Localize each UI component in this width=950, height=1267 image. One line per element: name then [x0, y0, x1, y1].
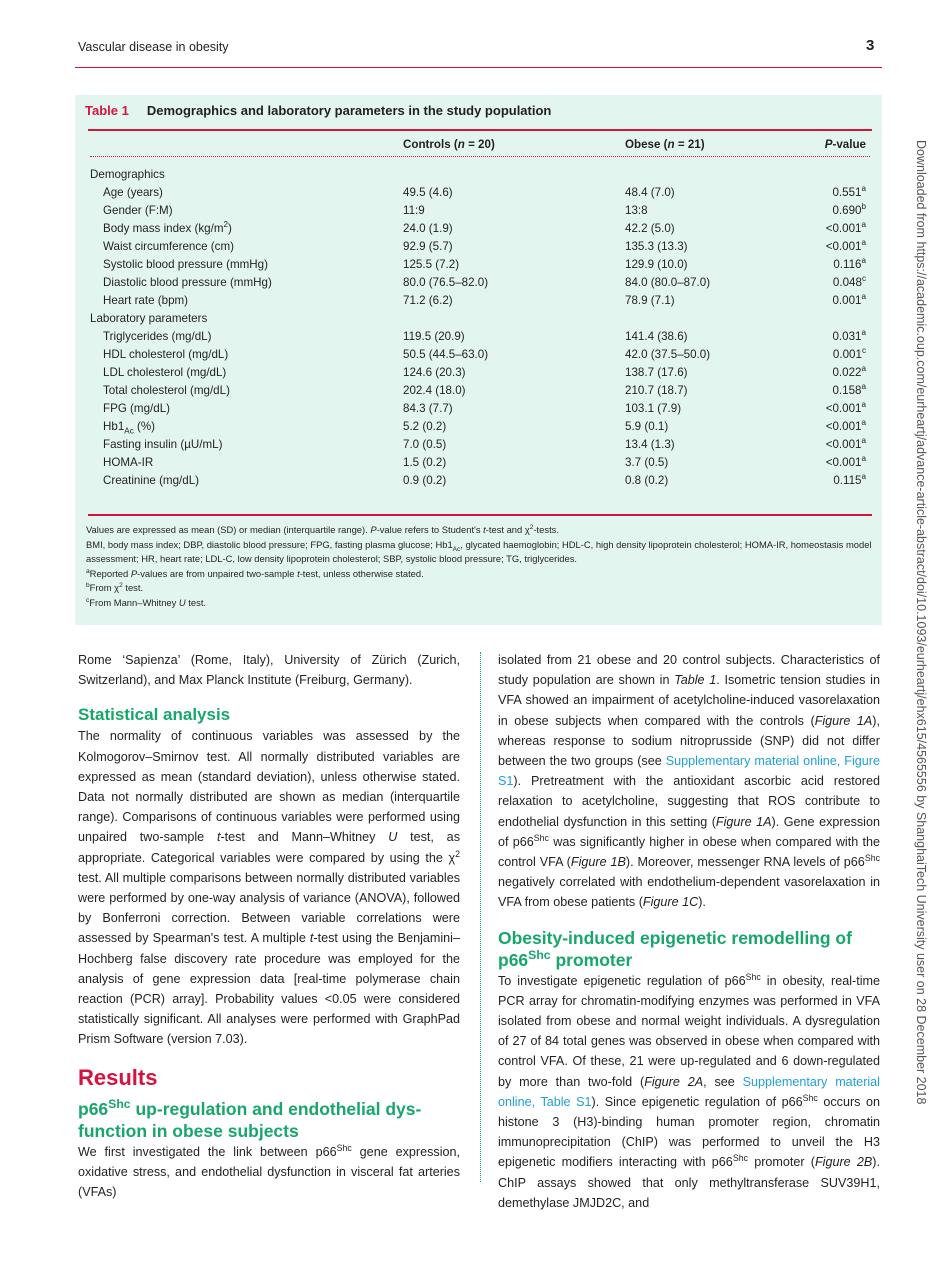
formatted-text: Shc [802, 1092, 818, 1103]
table-cell: 11:9 [403, 204, 425, 217]
formatted-text: Shc [336, 1142, 352, 1153]
table-cell: LDL cholesterol (mg/dL) [103, 366, 227, 379]
table-cell: 129.9 (10.0) [625, 258, 688, 271]
table-cell: <0.001$^a$ [825, 220, 866, 235]
table-label: Table 1 [85, 103, 129, 118]
paragraph: The normality of continuous variables was assessed by the Kolmogorov–Smirnov test. All normally distributed variables are expressed as mean (standard deviation), unless otherwise stated. Data not normally distributed are shown as median (interquartile range). Comparisons of continuous variables were performed using unpaired two-sample t-test and Mann–Whitney U test, as appropriate. Categorical variables were compared by using the $\chi^2$ test. All multiple comparisons between normally distributed variables were performed by one-way analysis of variance (ANOVA), followed by Bonferroni correction. Between variable correlations were assessed by Spearman's test. A multiple t-test using the Benjamini–Hochberg false discovery rate procedure was employed for the analysis of gene expression data [real-time polymerase chain reaction (PCR) array]. Probability values <0.05 were considered statistically significant. All analyses were performed with GraphPad Prism Software (version 7.03). [78, 729, 460, 1047]
formatted-text: Shc [745, 971, 761, 982]
section-heading-results: Results [78, 1064, 158, 1090]
formatted-text: Figure 1A [814, 713, 873, 728]
formatted-text: Figure 1A [715, 814, 772, 829]
table-caption [85, 103, 551, 118]
formatted-text: 2 [223, 220, 229, 230]
table-cell: Waist circumference (cm) [103, 240, 234, 253]
formatted-text: 2 [119, 582, 123, 590]
table-cell: Body mass index $(kg/m^2)$ [103, 220, 232, 235]
table-title: Demographics and laboratory parameters in the study population [146, 103, 552, 118]
table-cell: 71.2 (6.2) [403, 294, 453, 307]
table-cell: 0.115$^a$ [833, 472, 866, 487]
footnote: $^b$From $\chi^2$ test. [86, 582, 144, 594]
formatted-text: c [861, 346, 866, 356]
table-cell: 0.116$^a$ [833, 256, 866, 271]
formatted-text: 2 [455, 848, 460, 859]
formatted-text: a [861, 472, 866, 482]
table-cell: 0.690$^b$ [832, 202, 866, 217]
table-cell: 84.0 (80.0–87.0) [625, 276, 711, 289]
cross-reference-link[interactable]: Table S1 [540, 1094, 592, 1109]
formatted-text: Shc [108, 1096, 131, 1111]
table-cell: 24.0 (1.9) [403, 222, 453, 235]
table-cell: Heart rate (bpm) [103, 294, 189, 307]
table-cell: Systolic blood pressure (mmHg) [103, 258, 268, 271]
formatted-text: U [388, 830, 398, 845]
column-divider [480, 652, 481, 1182]
paragraph: isolated from 21 obese and 20 control subjects. Characteristics of study population are shown in Table 1. Isometric tension studies in VFA showed an impairment of acetylcholine-induced vasorelaxation in obese subjects when compared with the controls (Figure 1A), whereas response to sodium nitroprusside (SNP) did not differ between the two groups (see Supplementary material online, Figure S1). Pretreatment with the antioxidant ascorbic acid restored relaxation to acetylcholine, suggesting that ROS contribute to endothelial dysfunction in this setting (Figure 1A). Gene expression of $p66^{Shc}$ was significantly higher in obese when compared with the control VFA (Figure 1B). Moreover, messenger RNA levels of $p66^{Shc}$ negatively correlated with endothelium-dependent vasorelaxation in VFA from obese patients (Figure 1C). [498, 653, 880, 910]
table-cell: $Hb1_{Ac}$ (%) [103, 420, 156, 436]
cross-reference-link[interactable]: Figure S1 [498, 754, 880, 789]
table-row [90, 292, 866, 310]
table-cell: HOMA-IR [103, 456, 154, 469]
formatted-text: b [86, 582, 90, 590]
table-row [90, 454, 866, 472]
table-cell: 125.5 (7.2) [403, 258, 460, 271]
demographics-table [90, 134, 866, 490]
table-top-rule [88, 129, 872, 131]
table-bottom-rule [88, 514, 872, 516]
formatted-text: b [861, 202, 866, 212]
formatted-text: Figure 1C [642, 895, 699, 910]
table-cell: Diastolic blood pressure (mmHg) [103, 276, 272, 289]
table-cell: Total cholesterol (mg/dL) [103, 384, 230, 397]
formatted-text: c [861, 274, 866, 284]
formatted-text: P [130, 567, 138, 579]
table-cell: 5.9 (0.1) [625, 420, 669, 433]
formatted-text: a [86, 567, 90, 575]
table-cell: <0.001$^a$ [825, 454, 866, 469]
table-cell: 49.5 (4.6) [403, 186, 453, 199]
formatted-text: Table 1 [674, 673, 717, 688]
left-column [78, 650, 460, 1202]
cross-reference-link[interactable]: Supplementary material online, [665, 754, 845, 769]
table-cell: 78.9 (7.1) [625, 294, 675, 307]
table-row [90, 220, 866, 238]
formatted-text: Shc [864, 852, 880, 863]
formatted-text: a [861, 382, 866, 392]
table-cell: 50.5 (44.5–63.0) [403, 348, 489, 361]
table-cell: FPG (mg/dL) [103, 402, 170, 415]
formatted-text: Shc [533, 832, 549, 843]
section-label: Laboratory parameters [90, 312, 208, 325]
formatted-text: U [178, 596, 186, 608]
table-row [90, 346, 866, 364]
table-row [90, 472, 866, 490]
formatted-text: a [861, 184, 866, 194]
subsection-heading-epigenetic: Obesity-induced epigenetic remodelling of $p66^{Shc}$ promoter [498, 927, 852, 970]
table-cell: Age (years) [103, 186, 163, 199]
footnote: $^a$Reported P-values are from unpaired two-sample t-test, unless otherwise stated. [86, 567, 424, 579]
table-cell: <0.001$^a$ [825, 436, 866, 451]
table-row [90, 418, 866, 436]
table-cell: 84.3 (7.7) [403, 402, 453, 415]
table-cell: 103.1 (7.9) [625, 402, 682, 415]
formatted-text: a [861, 436, 866, 446]
table-section-row [90, 310, 866, 328]
table-cell: 202.4 (18.0) [403, 384, 466, 397]
table-cell: 0.158$^a$ [832, 382, 866, 397]
column-header: Obese (n = 21) [625, 137, 705, 151]
formatted-text: P [370, 524, 377, 535]
formatted-text: Figure 2A [644, 1074, 704, 1089]
table-cell: Creatinine (mg/dL) [103, 474, 200, 487]
table-cell: 0.001$^a$ [832, 292, 866, 307]
formatted-text: c [86, 596, 90, 604]
table-cell: 42.0 (37.5–50.0) [625, 348, 711, 361]
table-cell: 124.6 (20.3) [403, 366, 466, 379]
table-cell: 0.9 (0.2) [403, 474, 447, 487]
footnote: Values are expressed as mean (SD) or median (interquartile range). P-value refers to Student's t-test and $\chi^2$-tests. [86, 523, 559, 535]
column-header [90, 134, 403, 154]
table-cell: 7.0 (0.5) [403, 438, 447, 451]
formatted-text: a [861, 328, 866, 338]
footnote: BMI, body mass index; DBP, diastolic blood pressure; FPG, fasting plasma glucose; $Hb1_{Ac}$, glycated haemoglobin; HDL-C, high density lipoprotein cholesterol; HOMA-IR, homeostasis model assessment; HR, heart rate; LDL-C, low density lipoprotein cholesterol; SBP, systolic blood pressure; TG, triglycerides. [86, 538, 872, 565]
paragraph: To investigate epigenetic regulation of $p66^{Shc}$ in obesity, real-time PCR array for chromatin-modifying enzymes was performed in VFA isolated from obese and normal weight individuals. A dysregulation of 27 of 84 total genes was observed in obese when compared with control VFA. Of these, 21 were up-regulated and 6 down-regulated by more than two-fold (Figure 2A, see Supplementary material online, Table S1). Since epigenetic regulation of $p66^{Shc}$ occurs on histone 3 (H3)-binding human promoter region, chromatin immunoprecipitation (ChIP) was performed to unveil the H3 epigenetic modifiers interacting with $p66^{Shc}$ promoter (Figure 2B). ChIP assays showed that only methyltransferase SUV39H1, demethylase JMJD2C, and [498, 971, 881, 1210]
table-cell: 210.7 (18.7) [625, 384, 688, 397]
table-cell: 1.5 (0.2) [403, 456, 447, 469]
table-cell: 0.022$^a$ [832, 364, 866, 379]
table-cell: 13.4 (1.3) [625, 438, 675, 451]
table-row [90, 274, 866, 292]
formatted-text: Figure 2B [814, 1155, 873, 1170]
table-row [90, 256, 866, 274]
paragraph: Rome ‘Sapienza’ (Rome, Italy), University of Zürich (Zurich, Switzerland), and Max Planck Institute (Freiburg, Germany). [78, 653, 460, 688]
header-rule [75, 67, 882, 68]
table-cell: 119.5 (20.9) [403, 330, 465, 343]
formatted-text: a [861, 454, 866, 464]
formatted-text: a [861, 256, 866, 266]
table-row [90, 400, 866, 418]
formatted-text: Ac [124, 426, 134, 436]
table-cell: 48.4 (7.0) [625, 186, 675, 199]
running-title: Vascular disease in obesity [78, 40, 229, 54]
formatted-text: Shc [732, 1153, 748, 1164]
formatted-text: Ac [452, 545, 461, 553]
page-number: 3 [866, 37, 875, 54]
table-cell: 135.3 (13.3) [625, 240, 688, 253]
cross-reference-link[interactable]: Supplementary material online, [498, 1074, 880, 1109]
table-cell: <0.001$^a$ [825, 238, 866, 253]
formatted-text: t [216, 830, 221, 845]
table-cell: 0.8 (0.2) [625, 474, 669, 487]
table-row [90, 238, 866, 256]
table-cell: 141.4 (38.6) [625, 330, 688, 343]
formatted-text: t [297, 567, 300, 579]
formatted-text: a [861, 238, 866, 248]
table-cell: 5.2 (0.2) [403, 420, 447, 433]
table-cell: Triglycerides (mg/dL) [103, 330, 212, 343]
formatted-text: n [667, 137, 675, 151]
table-cell: 138.7 (17.6) [625, 366, 688, 379]
formatted-text: P [824, 137, 833, 151]
table-cell: 3.7 (0.5) [625, 456, 669, 469]
table-cell: <0.001$^a$ [825, 418, 866, 433]
table-cell: 0.551$^a$ [832, 184, 866, 199]
column-header: P-value [824, 137, 866, 151]
table-cell: <0.001$^a$ [825, 400, 866, 415]
table-footnotes [86, 523, 876, 611]
table-cell: 80.0 (76.5–82.0) [403, 276, 489, 289]
table-cell: 42.2 (5.0) [625, 222, 675, 235]
table-row [90, 382, 866, 400]
formatted-text: n [457, 137, 465, 151]
table-row [90, 364, 866, 382]
formatted-text: t [309, 931, 314, 946]
paragraph: We first investigated the link between $p66^{Shc}$ gene expression, oxidative stress, and endothelial dysfunction in visceral fat arteries (VFAs) [78, 1142, 460, 1200]
formatted-text: a [861, 418, 866, 428]
table-cell: Fasting insulin (µU/mL) [103, 438, 223, 451]
table-cell: 0.001$^c$ [832, 346, 866, 361]
formatted-text: t [483, 524, 486, 535]
table-cell: 92.9 (5.7) [403, 240, 453, 253]
right-column [498, 650, 880, 1213]
table-row [90, 184, 866, 202]
table-cell: Gender (F:M) [103, 204, 173, 217]
formatted-text: 2 [529, 523, 534, 531]
column-header: Controls (n = 20) [403, 137, 495, 151]
formatted-text: a [861, 400, 866, 410]
table-row [90, 202, 866, 220]
table-row [90, 328, 866, 346]
formatted-text: Shc [528, 947, 551, 962]
table-section-row [90, 166, 866, 184]
table-cell: 0.031$^a$ [832, 328, 866, 343]
formatted-text: Figure 1B [570, 855, 626, 870]
formatted-text: a [861, 292, 866, 302]
section-label: Demographics [90, 168, 165, 181]
table-cell: HDL cholesterol (mg/dL) [103, 348, 229, 361]
formatted-text: a [861, 364, 866, 374]
table-row [90, 436, 866, 454]
section-heading-statistical-analysis: Statistical analysis [78, 705, 231, 725]
table-cell: 0.048$^c$ [832, 274, 866, 289]
download-notice: Downloaded from https://academic.oup.com/eurheartj/advance-article-abstract/doi/10.1093/eurheartj/ehx615/4565556 by ShanghaiTech University user on 28 December 2018 [914, 140, 928, 1105]
formatted-text: a [861, 220, 866, 230]
table-cell: 13:8 [625, 204, 648, 217]
footnote: $^c$From Mann–Whitney U test. [86, 596, 207, 608]
subsection-heading-p66: $p66^{Shc}$ up-regulation and endothelial dys-function in obese subjects [78, 1096, 422, 1141]
